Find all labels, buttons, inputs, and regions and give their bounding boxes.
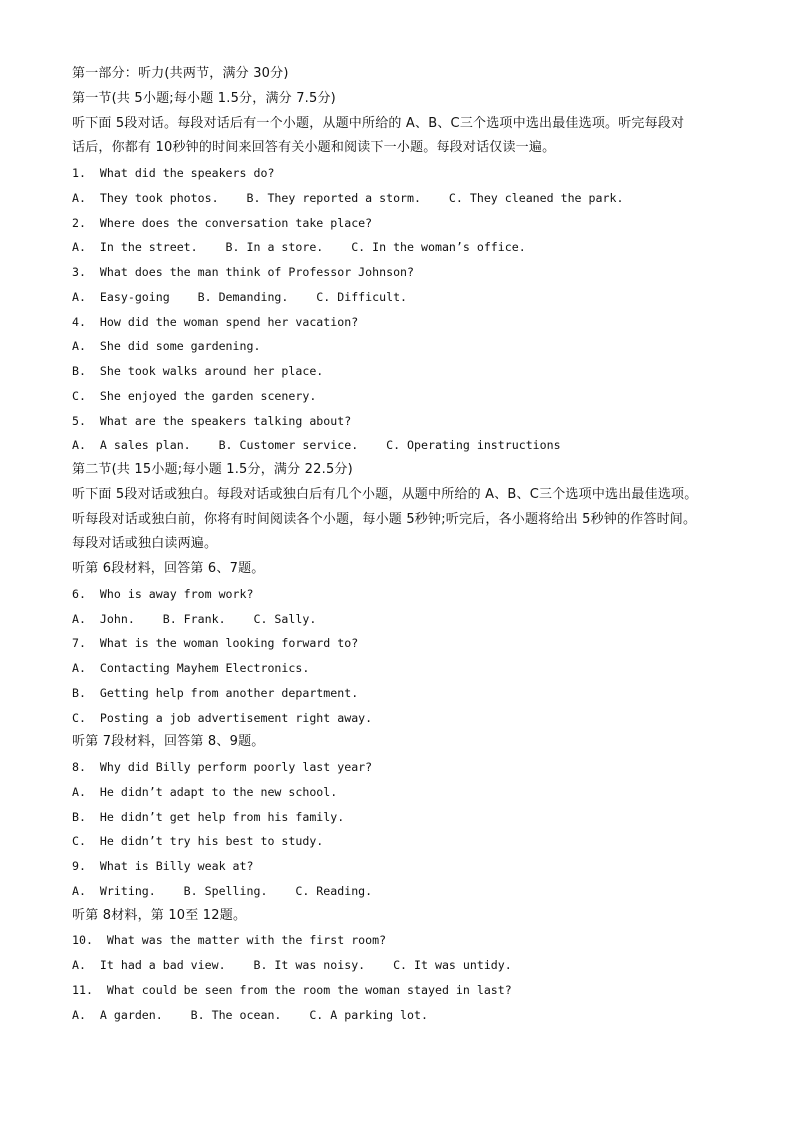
exam-page: [72, 62, 752, 1027]
section-heading: 听每段对话或独白前，你将有时间阅读各个小题，每小题 5秒钟;听完后，各小题将给出 5秒钟的作答时间。: [72, 511, 697, 527]
question-stem: 9. What is Billy weak at?: [72, 859, 254, 873]
answer-options: B. She took walks around her place.: [72, 364, 324, 378]
section-heading: 第一节(共 5小题;每小题 1.5分，满分 7.5分): [72, 90, 336, 106]
answer-options: A. He didn’t adapt to the new school.: [72, 784, 338, 799]
question-stem: 3. What does the man think of Professor Johnson?: [72, 265, 415, 279]
question-stem: 1. What did the speakers do?: [72, 166, 275, 180]
section-heading: 听第 6段材料，回答第 6、7题。: [72, 561, 265, 576]
document-body: [72, 62, 752, 1027]
answer-options: B. He didn’t get help from his family.: [72, 809, 345, 824]
question-stem: 6. Who is away from work?: [72, 586, 254, 601]
answer-options: A. A sales plan. B. Customer service. C. Operating instructions: [72, 438, 561, 453]
section-heading: 每段对话或独白读两遍。: [72, 536, 218, 552]
question-stem: 5. What are the speakers talking about?: [72, 413, 352, 428]
section-heading: 听第 8材料，第 10至 12题。: [72, 907, 247, 923]
question-stem: 8. Why did Billy perform poorly last year?: [72, 760, 373, 774]
answer-options: C. Posting a job advertisement right away.: [72, 710, 373, 725]
section-heading: 听下面 5段对话。每段对话后有一个小题，从题中所给的 A、B、C三个选项中选出最佳选项。听完每段对: [72, 115, 685, 131]
answer-options: A. John. B. Frank. C. Sally.: [72, 611, 317, 626]
answer-options: A. She did some gardening.: [72, 339, 261, 354]
answer-options: C. He didn’t try his best to study.: [72, 834, 324, 849]
section-heading: 第二节(共 15小题;每小题 1.5分，满分 22.5分): [72, 462, 353, 477]
answer-options: A. They took photos. B. They reported a storm. C. They cleaned the park.: [72, 190, 624, 205]
answer-options: C. She enjoyed the garden scenery.: [72, 388, 317, 403]
question-stem: 10. What was the matter with the first room?: [72, 933, 387, 948]
section-heading: 第一部分：听力(共两节，满分 30分): [72, 66, 289, 81]
answer-options: B. Getting help from another department.: [72, 685, 359, 700]
answer-options: A. Writing. B. Spelling. C. Reading.: [72, 883, 373, 898]
answer-options: A. It had a bad view. B. It was noisy. C. It was untidy.: [72, 958, 512, 972]
section-heading: 听下面 5段对话或独白。每段对话或独白后有几个小题，从题中所给的 A、B、C三个选项中选出最佳选项。: [72, 486, 698, 502]
answer-options: A. Contacting Mayhem Electronics.: [72, 661, 310, 675]
question-stem: 11. What could be seen from the room the woman stayed in last?: [72, 982, 512, 997]
question-stem: 7. What is the woman looking forward to?: [72, 636, 359, 651]
answer-options: A. In the street. B. In a store. C. In the woman’s office.: [72, 240, 526, 255]
answer-options: A. A garden. B. The ocean. C. A parking lot.: [72, 1007, 428, 1022]
section-heading: 听第 7段材料，回答第 8、9题。: [72, 734, 265, 750]
section-heading: 话后，你都有 10秒钟的时间来回答有关小题和阅读下一小题。每段对话仅读一遍。: [72, 140, 556, 156]
question-stem: 4. How did the woman spend her vacation?: [72, 314, 359, 329]
answer-options: A. Easy-going B. Demanding. C. Difficult.: [72, 289, 408, 304]
question-stem: 2. Where does the conversation take place?: [72, 215, 373, 230]
